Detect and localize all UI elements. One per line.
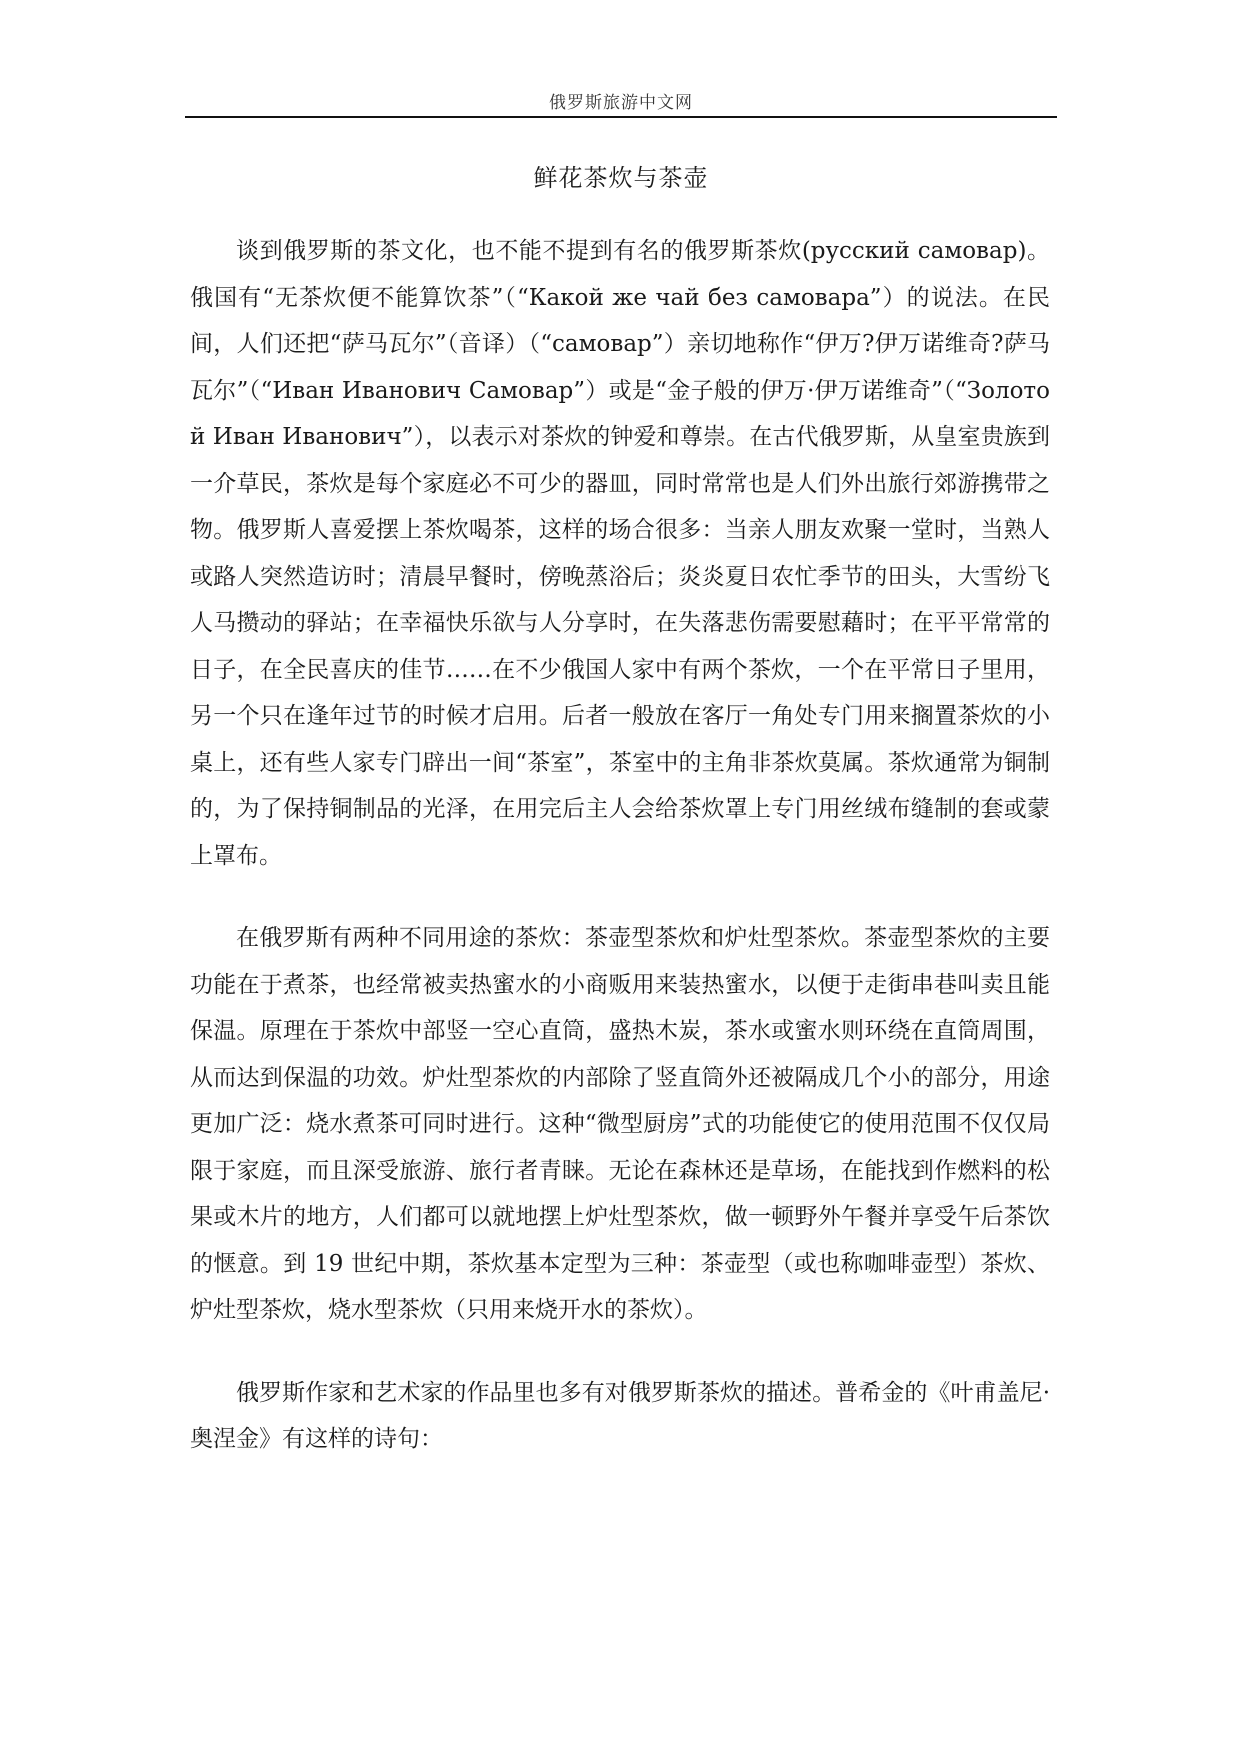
paragraph-samovar-types: 在俄罗斯有两种不同用途的茶炊：茶壶型茶炊和炉灶型茶炊。茶壶型茶炊的主要功能在于煮茶，也经常被卖热蜜水的小商贩用来装热蜜水，以便于走街串巷叫卖且能保温。原理在于茶炊中部竖一空心直筒，盛热木炭，茶水或蜜水则环绕在直筒周围，从而达到保温的功效。炉灶型茶炊的内部除了竖直筒外还被隔成几个小的部分，用途更加广泛：烧水煮茶可同时进行。这种“微型厨房”式的功能使它的使用范围不仅仅局限于家庭，而且深受旅游、旅行者青睐。无论在森林还是草场，在能找到作燃料的松果或木片的地方，人们都可以就地摆上炉灶型茶炊，做一顿野外午餐并享受午后茶饮的惬意。到 19 世纪中期，茶炊基本定型为三种：茶壶型（或也称咖啡壶型）茶炊、炉灶型茶炊，烧水型茶炊（只用来烧开水的茶炊）。	[190, 925, 1050, 1323]
header-divider	[185, 116, 1057, 118]
article-title: 鲜花茶炊与茶壶	[533, 164, 709, 192]
page-header: 俄罗斯旅游中文网	[549, 93, 693, 113]
article-body	[190, 228, 1050, 1463]
paragraph-literature: 俄罗斯作家和艺术家的作品里也多有对俄罗斯茶炊的描述。普希金的《叶甫盖尼·奥涅金》有这样的诗句：	[190, 1379, 1050, 1452]
paragraph-samovar-culture: 谈到俄罗斯的茶文化，也不能不提到有名的俄罗斯茶炊(русский самовар)。俄国有“无茶炊便不能算饮茶”（“Какой же чай без самовара”）的说法。在民间，人们还把“萨马瓦尔”（音译）（“самовар”）亲切地称作“伊万?伊万诺维奇?萨马瓦尔”（“Иван Иванович Самовар”）或是“金子般的伊万·伊万诺维奇”（“Золотой Иван Иванович”），以表示对茶炊的钟爱和尊崇。在古代俄罗斯，从皇室贵族到一介草民，茶炊是每个家庭必不可少的器皿，同时常常也是人们外出旅行郊游携带之物。俄罗斯人喜爱摆上茶炊喝茶，这样的场合很多：当亲人朋友欢聚一堂时，当熟人或路人突然造访时；清晨早餐时，傍晚蒸浴后；炎炎夏日农忙季节的田头，大雪纷飞人马攒动的驿站；在幸福快乐欲与人分享时，在失落悲伤需要慰藉时；在平平常常的日子，在全民喜庆的佳节……在不少俄国人家中有两个茶炊，一个在平常日子里用，另一个只在逢年过节的时候才启用。后者一般放在客厅一角处专门用来搁置茶炊的小桌上，还有些人家专门辟出一间“茶室”，茶室中的主角非茶炊莫属。茶炊通常为铜制的，为了保持铜制品的光泽，在用完后主人会给茶炊罩上专门用丝绒布缝制的套或蒙上罩布。	[190, 238, 1050, 869]
